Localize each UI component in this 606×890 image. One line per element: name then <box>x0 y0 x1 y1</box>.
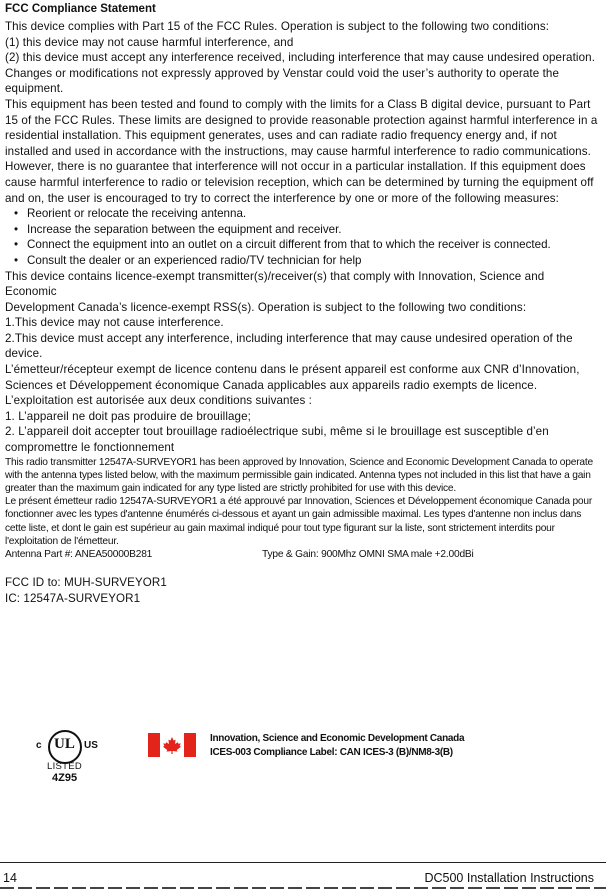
ic-paragraph: Development Canada’s licence-exempt RSS(s). Operation is subject to the following two conditions: <box>5 300 527 314</box>
page-number: 14 <box>3 871 17 885</box>
document-title: DC500 Installation Instructions <box>424 871 594 885</box>
list-item: • Connect the equipment into an outlet on a circuit different from that to which the receiver is connected. <box>5 237 599 253</box>
list-item: • Consult the dealer or an experienced radio/TV technician for help <box>5 253 599 269</box>
ic-id: IC: 12547A-SURVEYOR1 <box>5 591 141 605</box>
radio-statement-en: This radio transmitter 12547A-SURVEYOR1 has been approved by Innovation, Science and Economic Development Canada to operate with the antenna types listed below, with the maximum permissible gain indicated. Antenna types not included in this list that have a gain greater than the maximum gain indicated for any type listed are strictly prohibited for use with this device. <box>5 456 593 495</box>
ul-mark: UL <box>54 736 75 752</box>
antenna-part: Antenna Part #: ANEA50000B281 <box>5 549 153 561</box>
antenna-line <box>5 548 599 561</box>
fcc-paragraph: Changes or modifications not expressly approved by Venstar could void the user’s authority to operate the equipment. <box>5 66 560 96</box>
fcc-paragraph: This equipment has been tested and found to comply with the limits for a Class B digital device, pursuant to Part 15 of the FCC Rules. These limits are designed to provide reasonable protection against harmful interference in a residential installation. This equipment generates, uses and can radiate radio frequency energy and, if not installed and used in accordance with the instructions, may cause harmful interference to radio communications. However, there is no guarantee that interference will not occur in a particular installation. If this equipment does cause harmful interference to radio or television reception, which can be determined by turning the equipment off and on, the user is encouraged to try to correct the interference by one or more of the following measures: <box>5 97 598 205</box>
certification-logos <box>0 730 606 790</box>
ic-paragraph-fr: 2. L’appareil doit accepter tout brouillage radioélectrique subi, même si le brouillage est susceptible d’en compromettre le fonctionnement <box>5 425 549 455</box>
fcc-paragraph: This device complies with Part 15 of the FCC Rules. Operation is subject to the following two conditions: <box>5 20 550 33</box>
radio-statement-fr: Le présent émetteur radio 12547A-SURVEYOR1 a été approuvé par Innovation, Sciences et Développement économique Canada pour fonctionner avec les types d'antenne énumérés ci-dessous et ayant un gain admissible maximal. Les types d'antenne non inclus dans cette liste, et dont le gain est supérieur au gain maximal indiqué pour tout type figurant sur la liste, sont strictement interdits pour l'exploitation de l'émetteur. <box>5 496 593 547</box>
list-item: • Increase the separation between the equipment and receiver. <box>5 222 599 238</box>
canada-flag-icon <box>148 733 196 757</box>
fcc-paragraph: (2) this device must accept any interference received, including interference that may cause undesired operation. <box>5 51 596 65</box>
ic-paragraph: This device contains licence-exempt transmitter(s)/receiver(s) that comply with Innovation, Science and Economic <box>5 269 545 299</box>
fcc-paragraph: (1) this device may not cause harmful interference, and <box>5 35 294 49</box>
id-block <box>5 575 599 606</box>
antenna-type-gain: Type & Gain: 900Mhz OMNI SMA male +2.00dBi <box>262 549 474 561</box>
ic-paragraph-fr: L’émetteur/récepteur exempt de licence contenu dans le présent appareil est conforme aux CNR d’Innovation, Sciences et Développement économique Canada applicables aux appareils radio exempts de licence. L’exploitation est autorisée aux deux conditions suivantes : <box>5 363 580 408</box>
ised-label-line2: ICES-003 Compliance Label: CAN ICES-3 (B)/NM8-3(B) <box>210 747 453 758</box>
document-page <box>5 2 599 606</box>
ul-c-mark: c <box>36 740 42 751</box>
ul-listed-logo <box>36 730 100 788</box>
ic-paragraph: 1.This device may not cause interference. <box>5 316 224 330</box>
ic-paragraph-fr: 1. L’appareil ne doit pas produire de brouillage; <box>5 409 251 423</box>
ised-label <box>210 732 464 760</box>
ul-us-mark: US <box>84 740 98 751</box>
ul-file-number: 4Z95 <box>52 772 78 784</box>
ul-listed-text: LISTED <box>47 761 83 772</box>
fcc-id: FCC ID to: MUH-SURVEYOR1 <box>5 576 167 590</box>
page-title: FCC Compliance Statement <box>5 3 156 15</box>
measures-list <box>5 206 599 268</box>
ic-paragraph: 2.This device must accept any interference, including interference that may cause undesired operation of the device. <box>5 331 573 361</box>
page-edge-divider <box>0 887 606 889</box>
ised-label-line1: Innovation, Science and Economic Development Canada <box>210 733 465 744</box>
footer-divider <box>0 862 606 863</box>
list-item: • Reorient or relocate the receiving antenna. <box>5 206 599 222</box>
